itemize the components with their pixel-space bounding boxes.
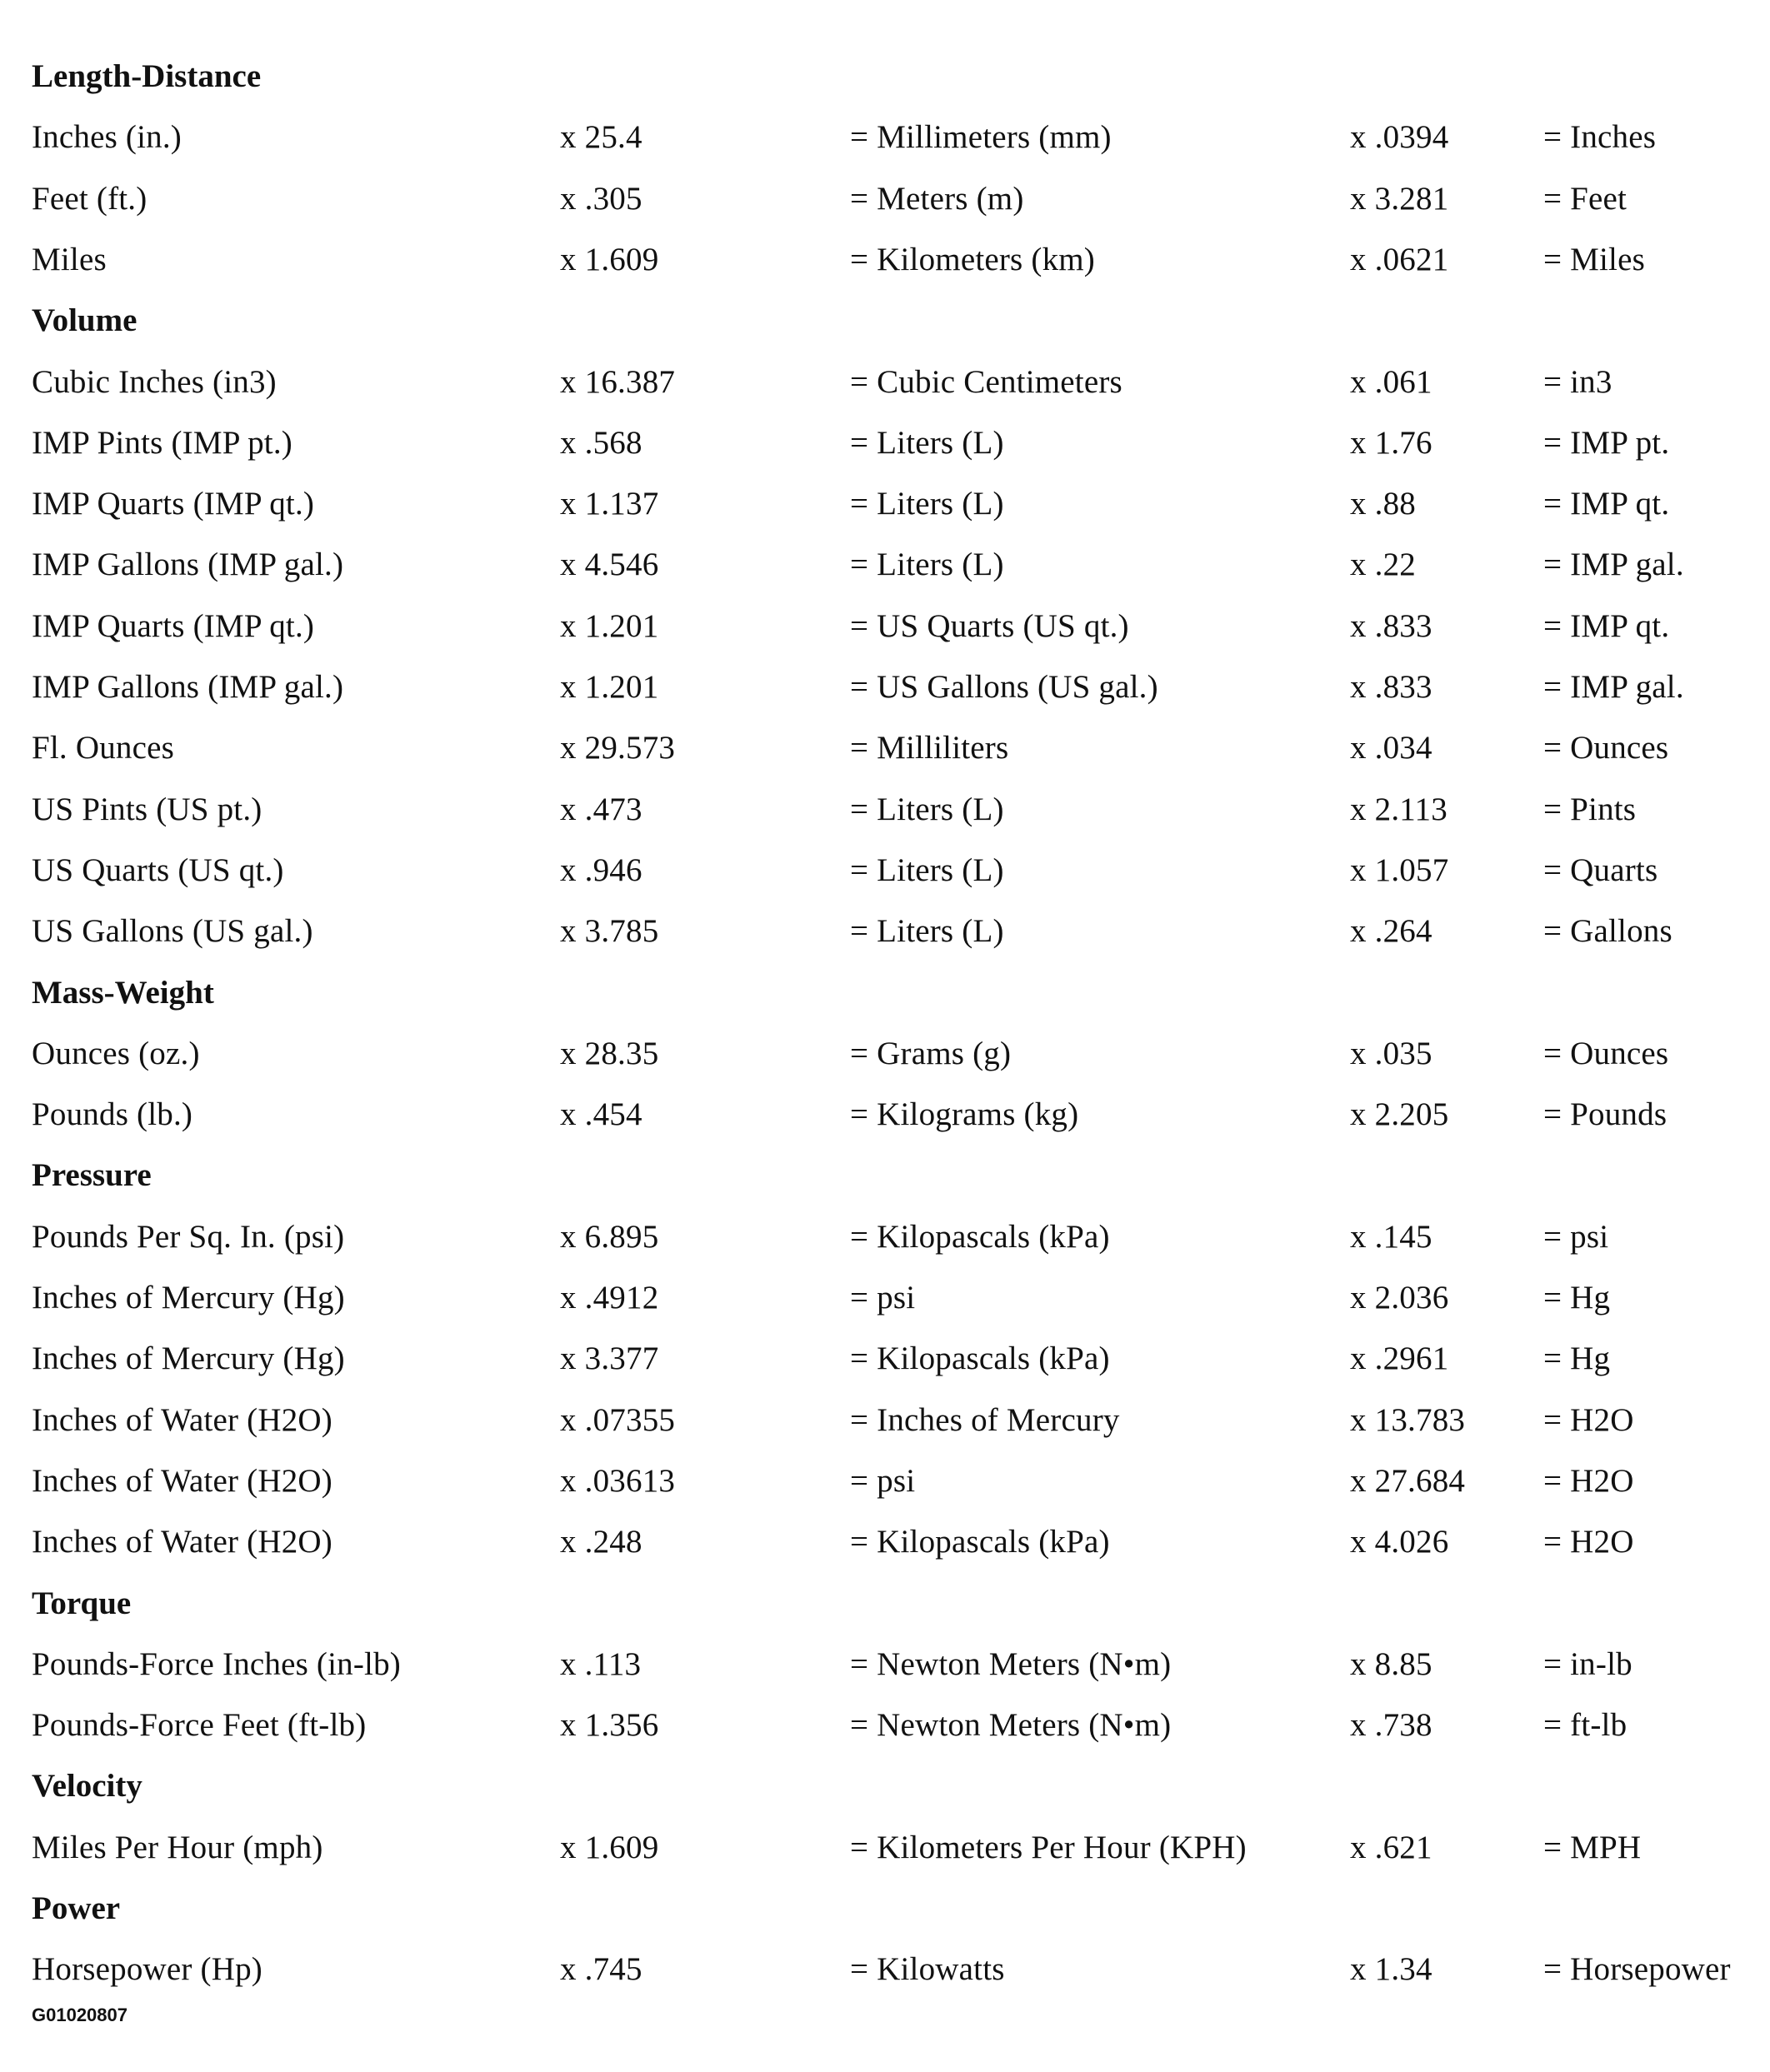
conversion-row xyxy=(0,1945,1770,2006)
from-unit: US Gallons (US gal.) xyxy=(32,913,313,950)
section-heading: Power xyxy=(32,1890,121,1926)
multiplier: x 1.609 xyxy=(560,241,659,277)
from-unit: Cubic Inches (in3) xyxy=(32,363,277,400)
reverse-multiplier: x .145 xyxy=(1350,1218,1432,1255)
reverse-multiplier: x .0621 xyxy=(1350,241,1449,277)
from-unit: Pounds Per Sq. In. (psi) xyxy=(32,1218,345,1255)
from-unit: Miles xyxy=(32,241,107,277)
result-unit: = Feet xyxy=(1543,180,1628,217)
conversion-row xyxy=(0,540,1770,602)
result-unit: = in-lb xyxy=(1543,1645,1632,1682)
section-mass-weight xyxy=(0,968,1770,1030)
result-unit: = Inches xyxy=(1543,119,1657,156)
multiplier: x .07355 xyxy=(560,1401,676,1438)
reverse-multiplier: x .035 xyxy=(1350,1035,1432,1071)
multiplier: x 1.137 xyxy=(560,486,659,522)
from-unit: Inches of Water (H2O) xyxy=(32,1462,332,1499)
from-unit: IMP Pints (IMP pt.) xyxy=(32,424,292,461)
multiplier: x .248 xyxy=(560,1524,642,1560)
from-unit: Inches (in.) xyxy=(32,119,182,156)
to-unit: = Milliliters xyxy=(850,730,1009,766)
to-unit: = US Quarts (US qt.) xyxy=(850,607,1129,644)
reverse-multiplier: x 4.026 xyxy=(1350,1524,1449,1560)
conversion-row xyxy=(0,479,1770,541)
reverse-multiplier: x 2.036 xyxy=(1350,1280,1449,1316)
conversion-row xyxy=(0,1273,1770,1335)
conversion-row xyxy=(0,235,1770,297)
conversion-row xyxy=(0,1395,1770,1457)
to-unit: = Liters (L) xyxy=(850,913,1004,950)
section-heading: Length-Distance xyxy=(32,58,262,94)
from-unit: IMP Quarts (IMP qt.) xyxy=(32,607,315,644)
section-heading: Torque xyxy=(32,1585,132,1621)
result-unit: = Pounds xyxy=(1543,1096,1668,1133)
multiplier: x .03613 xyxy=(560,1462,676,1499)
to-unit: = Liters (L) xyxy=(850,547,1004,583)
result-unit: = H2O xyxy=(1543,1462,1634,1499)
reverse-multiplier: x .833 xyxy=(1350,607,1432,644)
to-unit: = Kilometers Per Hour (KPH) xyxy=(850,1829,1247,1865)
reverse-multiplier: x 2.113 xyxy=(1350,791,1448,827)
conversion-row xyxy=(0,846,1770,907)
section-power xyxy=(0,1884,1770,1945)
multiplier: x .113 xyxy=(560,1645,642,1682)
to-unit: = psi xyxy=(850,1462,916,1499)
from-unit: IMP Gallons (IMP gal.) xyxy=(32,547,344,583)
reverse-multiplier: x .88 xyxy=(1350,486,1416,522)
to-unit: = Kilopascals (kPa) xyxy=(850,1524,1110,1560)
result-unit: = MPH xyxy=(1543,1829,1642,1865)
conversion-row xyxy=(0,1029,1770,1091)
multiplier: x .946 xyxy=(560,851,642,888)
multiplier: x 6.895 xyxy=(560,1218,659,1255)
reverse-multiplier: x .061 xyxy=(1350,363,1432,400)
multiplier: x 25.4 xyxy=(560,119,642,156)
section-torque xyxy=(0,1579,1770,1640)
from-unit: Ounces (oz.) xyxy=(32,1035,200,1071)
from-unit: Pounds-Force Feet (ft-lb) xyxy=(32,1707,367,1744)
result-unit: = Ounces xyxy=(1543,1035,1669,1071)
multiplier: x .454 xyxy=(560,1096,642,1133)
conversion-row xyxy=(0,1212,1770,1274)
to-unit: = Liters (L) xyxy=(850,424,1004,461)
from-unit: US Pints (US pt.) xyxy=(32,791,262,827)
conversion-row xyxy=(0,723,1770,785)
reverse-multiplier: x 13.783 xyxy=(1350,1401,1466,1438)
to-unit: = psi xyxy=(850,1280,916,1316)
reverse-multiplier: x 3.281 xyxy=(1350,180,1449,217)
to-unit: = Newton Meters (N•m) xyxy=(850,1645,1172,1682)
reverse-multiplier: x 2.205 xyxy=(1350,1096,1449,1133)
conversion-row xyxy=(0,112,1770,174)
conversion-row xyxy=(0,418,1770,480)
conversion-row xyxy=(0,1517,1770,1579)
multiplier: x .568 xyxy=(560,424,642,461)
figure-code: G01020807 xyxy=(32,2005,128,2025)
reverse-multiplier: x .034 xyxy=(1350,730,1432,766)
from-unit: Horsepower (Hp) xyxy=(32,1951,262,1988)
multiplier: x 3.377 xyxy=(560,1341,659,1377)
reverse-multiplier: x 1.34 xyxy=(1350,1951,1432,1988)
from-unit: Pounds (lb.) xyxy=(32,1096,193,1133)
result-unit: = IMP gal. xyxy=(1543,669,1684,705)
from-unit: Inches of Mercury (Hg) xyxy=(32,1341,345,1377)
multiplier: x 4.546 xyxy=(560,547,659,583)
section-velocity xyxy=(0,1761,1770,1823)
reverse-multiplier: x .0394 xyxy=(1350,119,1449,156)
from-unit: IMP Gallons (IMP gal.) xyxy=(32,669,344,705)
reverse-multiplier: x .738 xyxy=(1350,1707,1432,1744)
multiplier: x .745 xyxy=(560,1951,642,1988)
section-length-distance xyxy=(0,52,1770,113)
multiplier: x 1.201 xyxy=(560,669,659,705)
to-unit: = Cubic Centimeters xyxy=(850,363,1122,400)
to-unit: = Grams (g) xyxy=(850,1035,1012,1071)
to-unit: = Liters (L) xyxy=(850,486,1004,522)
from-unit: Miles Per Hour (mph) xyxy=(32,1829,323,1865)
multiplier: x 1.356 xyxy=(560,1707,659,1744)
reverse-multiplier: x .22 xyxy=(1350,547,1416,583)
result-unit: = IMP gal. xyxy=(1543,547,1684,583)
conversion-row xyxy=(0,1090,1770,1151)
to-unit: = US Gallons (US gal.) xyxy=(850,669,1158,705)
reverse-multiplier: x .264 xyxy=(1350,913,1432,950)
from-unit: Inches of Water (H2O) xyxy=(32,1401,332,1438)
section-heading: Volume xyxy=(32,302,138,339)
conversion-row xyxy=(0,785,1770,846)
result-unit: = IMP qt. xyxy=(1543,486,1670,522)
section-pressure xyxy=(0,1151,1770,1212)
multiplier: x 3.785 xyxy=(560,913,659,950)
conversion-row xyxy=(0,357,1770,419)
result-unit: = Hg xyxy=(1543,1341,1611,1377)
result-unit: = IMP pt. xyxy=(1543,424,1670,461)
reverse-multiplier: x 8.85 xyxy=(1350,1645,1432,1682)
to-unit: = Meters (m) xyxy=(850,180,1024,217)
to-unit: = Inches of Mercury xyxy=(850,1401,1120,1438)
to-unit: = Kilopascals (kPa) xyxy=(850,1218,1110,1255)
to-unit: = Liters (L) xyxy=(850,791,1004,827)
result-unit: = IMP qt. xyxy=(1543,607,1670,644)
result-unit: = H2O xyxy=(1543,1524,1634,1560)
from-unit: Fl. Ounces xyxy=(32,730,174,766)
multiplier: x 29.573 xyxy=(560,730,676,766)
conversion-row xyxy=(0,1700,1770,1762)
reverse-multiplier: x 1.76 xyxy=(1350,424,1432,461)
section-volume xyxy=(0,296,1770,357)
reverse-multiplier: x .621 xyxy=(1350,1829,1432,1865)
result-unit: = psi xyxy=(1543,1218,1609,1255)
result-unit: = in3 xyxy=(1543,363,1612,400)
conversion-row xyxy=(0,906,1770,968)
result-unit: = Quarts xyxy=(1543,851,1658,888)
to-unit: = Millimeters (mm) xyxy=(850,119,1112,156)
section-heading: Velocity xyxy=(32,1768,142,1805)
conversion-row xyxy=(0,174,1770,236)
multiplier: x .305 xyxy=(560,180,642,217)
section-heading: Pressure xyxy=(32,1157,152,1194)
result-unit: = H2O xyxy=(1543,1401,1634,1438)
reverse-multiplier: x .2961 xyxy=(1350,1341,1449,1377)
from-unit: Inches of Mercury (Hg) xyxy=(32,1280,345,1316)
reverse-multiplier: x 1.057 xyxy=(1350,851,1449,888)
multiplier: x 16.387 xyxy=(560,363,676,400)
multiplier: x 1.609 xyxy=(560,1829,659,1865)
section-heading: Mass-Weight xyxy=(32,974,214,1011)
multiplier: x 1.201 xyxy=(560,607,659,644)
multiplier: x .4912 xyxy=(560,1280,659,1316)
result-unit: = Horsepower xyxy=(1543,1951,1731,1988)
conversion-row xyxy=(0,1823,1770,1885)
to-unit: = Newton Meters (N•m) xyxy=(850,1707,1172,1744)
from-unit: Pounds-Force Inches (in-lb) xyxy=(32,1645,401,1682)
to-unit: = Kilopascals (kPa) xyxy=(850,1341,1110,1377)
from-unit: Feet (ft.) xyxy=(32,180,148,217)
result-unit: = Gallons xyxy=(1543,913,1672,950)
conversion-row xyxy=(0,662,1770,724)
reverse-multiplier: x 27.684 xyxy=(1350,1462,1466,1499)
conversion-row xyxy=(0,1456,1770,1518)
result-unit: = Pints xyxy=(1543,791,1637,827)
multiplier: x .473 xyxy=(560,791,642,827)
conversion-row xyxy=(0,1640,1770,1701)
conversion-row xyxy=(0,602,1770,663)
from-unit: US Quarts (US qt.) xyxy=(32,851,284,888)
to-unit: = Kilograms (kg) xyxy=(850,1096,1079,1133)
from-unit: IMP Quarts (IMP qt.) xyxy=(32,486,315,522)
from-unit: Inches of Water (H2O) xyxy=(32,1524,332,1560)
result-unit: = Ounces xyxy=(1543,730,1669,766)
conversion-row xyxy=(0,1334,1770,1395)
to-unit: = Kilowatts xyxy=(850,1951,1005,1988)
to-unit: = Kilometers (km) xyxy=(850,241,1095,277)
result-unit: = Hg xyxy=(1543,1280,1611,1316)
to-unit: = Liters (L) xyxy=(850,851,1004,888)
reverse-multiplier: x .833 xyxy=(1350,669,1432,705)
result-unit: = ft-lb xyxy=(1543,1707,1628,1744)
result-unit: = Miles xyxy=(1543,241,1645,277)
multiplier: x 28.35 xyxy=(560,1035,659,1071)
